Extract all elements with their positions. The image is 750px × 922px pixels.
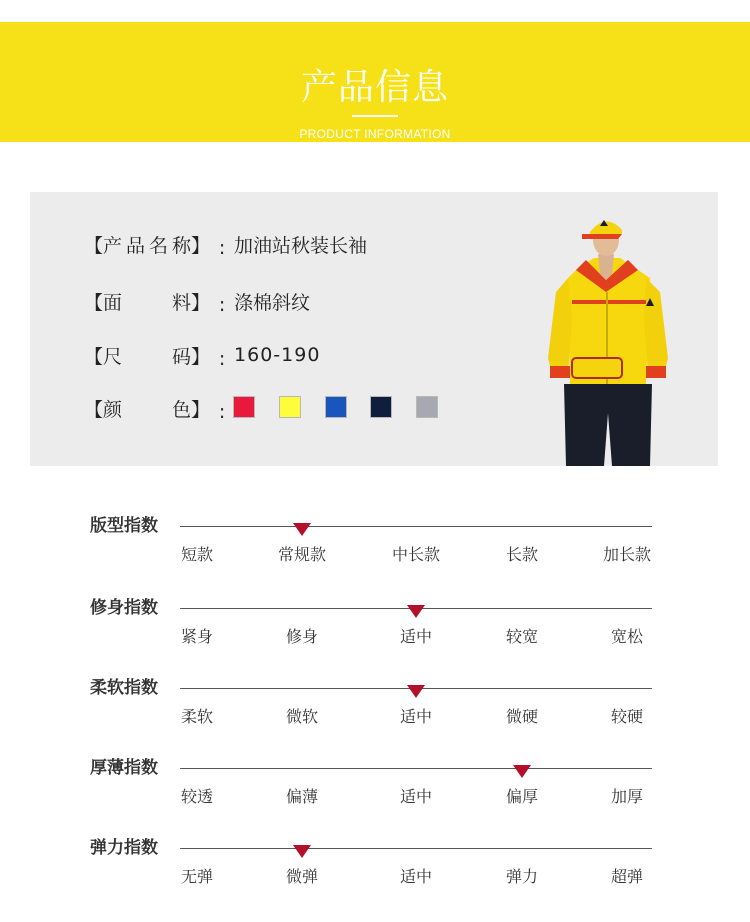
info-label: 面料 bbox=[103, 291, 192, 314]
index-option: 长款 bbox=[505, 545, 538, 564]
index-option: 微硬 bbox=[505, 707, 538, 726]
index-title: 版型指数 bbox=[90, 516, 158, 536]
index-title: 柔软指数 bbox=[90, 678, 158, 698]
index-option: 超弹 bbox=[610, 867, 643, 886]
bracket-open: 【 bbox=[84, 345, 104, 368]
index-title: 弹力指数 bbox=[90, 838, 158, 858]
info-label: 产品名称 bbox=[103, 234, 192, 257]
index-option: 短款 bbox=[180, 545, 213, 564]
index-option: 加长款 bbox=[602, 545, 651, 564]
info-value: 涤棉斜纹 bbox=[234, 291, 311, 314]
index-option: 中长款 bbox=[391, 545, 440, 564]
index-option: 较宽 bbox=[505, 627, 538, 646]
index-marker bbox=[407, 685, 425, 698]
color-swatch-red[interactable] bbox=[233, 396, 255, 418]
index-option: 加厚 bbox=[610, 787, 643, 806]
index-title: 厚薄指数 bbox=[90, 758, 158, 778]
bracket-open: 【 bbox=[84, 234, 104, 257]
info-colon: : bbox=[218, 348, 226, 370]
index-option: 适中 bbox=[399, 867, 432, 886]
info-label: 颜色 bbox=[103, 398, 192, 421]
color-swatch-gray[interactable] bbox=[416, 396, 438, 418]
info-colon: : bbox=[218, 237, 226, 259]
bracket-close: 】 bbox=[191, 234, 211, 257]
index-option: 修身 bbox=[285, 627, 318, 646]
index-option: 适中 bbox=[399, 707, 432, 726]
section-subtitle: PRODUCT INFORMATION bbox=[299, 127, 451, 141]
index-option: 较硬 bbox=[610, 707, 643, 726]
info-row-fabric bbox=[84, 287, 310, 315]
product-model-image bbox=[542, 208, 672, 466]
info-row-color bbox=[84, 394, 234, 422]
index-option: 较透 bbox=[180, 787, 213, 806]
info-colon: : bbox=[218, 401, 226, 423]
index-option: 柔软 bbox=[180, 707, 213, 726]
index-marker bbox=[293, 845, 311, 858]
bracket-close: 】 bbox=[191, 398, 211, 421]
index-line bbox=[180, 526, 652, 527]
bracket-close: 】 bbox=[191, 345, 211, 368]
info-value: 160-190 bbox=[234, 344, 321, 366]
color-swatch-yellow[interactable] bbox=[279, 396, 301, 418]
info-row-size bbox=[84, 341, 320, 369]
index-option: 微弹 bbox=[285, 867, 318, 886]
header-banner bbox=[0, 22, 750, 142]
index-option: 偏薄 bbox=[285, 787, 318, 806]
index-option: 宽松 bbox=[610, 627, 643, 646]
title-underline bbox=[352, 115, 398, 117]
index-line bbox=[180, 848, 652, 849]
index-option: 无弹 bbox=[180, 867, 213, 886]
index-option: 偏厚 bbox=[505, 787, 538, 806]
color-swatch-navy[interactable] bbox=[370, 396, 392, 418]
info-label: 尺码 bbox=[103, 345, 192, 368]
index-option: 弹力 bbox=[505, 867, 538, 886]
info-colon: : bbox=[218, 294, 226, 316]
info-row-name bbox=[84, 230, 367, 258]
index-option: 紧身 bbox=[180, 627, 213, 646]
index-option: 微软 bbox=[285, 707, 318, 726]
bracket-close: 】 bbox=[191, 291, 211, 314]
index-title: 修身指数 bbox=[90, 598, 158, 618]
bracket-open: 【 bbox=[84, 398, 104, 421]
color-swatch-blue[interactable] bbox=[325, 396, 347, 418]
index-option: 适中 bbox=[399, 627, 432, 646]
info-value: 加油站秋装长袖 bbox=[234, 234, 368, 257]
index-marker bbox=[513, 765, 531, 778]
index-line bbox=[180, 768, 652, 769]
index-marker bbox=[293, 523, 311, 536]
bracket-open: 【 bbox=[84, 291, 104, 314]
section-title: 产品信息 bbox=[300, 67, 449, 108]
index-option: 适中 bbox=[399, 787, 432, 806]
index-option: 常规款 bbox=[277, 545, 326, 564]
index-marker bbox=[407, 605, 425, 618]
